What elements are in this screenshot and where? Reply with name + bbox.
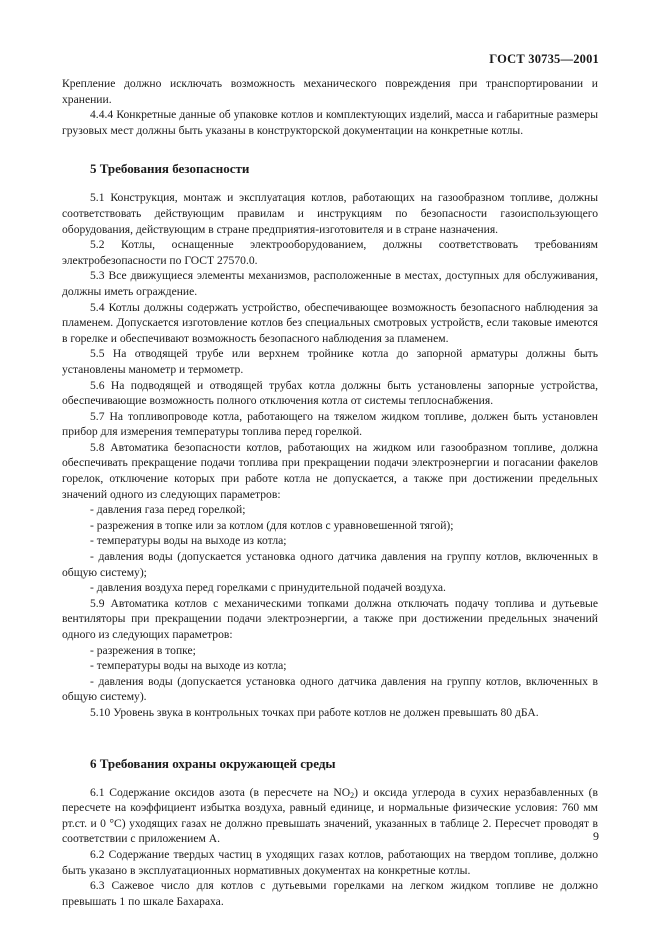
clause-5-3: 5.3 Все движущиеся элементы механизмов, расположенные в местах, доступных для обслуживания, должны иметь ограждение. [62, 269, 598, 298]
list-item: - давления воздуха перед горелками с принудительной подачей воздуха. [90, 581, 446, 595]
document-id-header: ГОСТ 30735—2001 [489, 52, 599, 66]
clause-5-7: 5.7 На топливопроводе котла, работающего на тяжелом жидком топливе, должен быть установлен прибор для измерения температуры топлива перед горелкой. [62, 409, 598, 439]
list-item: - разрежения в топке или за котлом (для котлов с уравновешенной тягой); [90, 518, 454, 532]
clause-5-8: 5.8 Автоматика безопасности котлов, работающих на жидком или газообразном топливе, должна обеспечивать прекращение подачи топлива при прекращении подачи электроэнергии и погасании факелов горелок, отключение которых при работе котла не допускается, а также при достижении предельных значений одного из следующих параметров: [62, 440, 598, 501]
list-item: - температуры воды на выходе из котла; [90, 534, 287, 548]
list-item: - давления воды (допускается установка одного датчика давления на группу котлов, включенных в общую систему); [62, 550, 598, 579]
section-6-title: 6 Требования охраны окружающей среды [90, 755, 336, 771]
clause-6-1-subscript: 2 [350, 790, 355, 800]
list-item: - разрежения в топке; [90, 643, 196, 657]
clause-6-1-text-b: ) и оксида углерода в сухих неразбавленных (в пересчете на коэффициент избытка воздуха, равный единице, и нормальные физические условия: 760 мм рт.ст. и 0 °С) уходящих газах не должно превышать значений, указанных в таблице 2. Пересчет проводят в соответствии с приложением А. [62, 785, 598, 846]
clause-6-2: 6.2 Содержание твердых частиц в уходящих газах котлов, работающих на твердом топливе, должно быть указано в эксплуатационных нормативных документах на конкретные котлы. [62, 847, 598, 877]
clause-6-1-text-a: 6.1 Содержание оксидов азота (в пересчете на NO [90, 785, 351, 799]
list-item: - давления газа перед горелкой; [90, 503, 246, 517]
intro-paragraph-1: Крепление должно исключать возможность механического повреждения при транспортировании и хранении. [62, 77, 598, 106]
list-item: - давления воды (допускается установка одного датчика давления на группу котлов, включенных в общую систему). [62, 674, 598, 704]
clause-5-9: 5.9 Автоматика котлов с механическими топками должна отключать подачу топлива и дутьевые вентиляторы при прекращении подачи электроэнергии, а также при достижении предельных значений одного из следующих параметров: [62, 596, 598, 641]
section-5-title: 5 Требования безопасности [90, 161, 250, 177]
clause-4-4-4: 4.4.4 Конкретные данные об упаковке котлов и комплектующих изделий, масса и габаритные размеры грузовых мест должны быть указаны в конструкторской документации на конкретные котлы. [62, 108, 598, 137]
clause-5-6: 5.6 На подводящей и отводящей трубах котла должны быть установлены запорные устройства, обеспечивающие возможность полного отключения котла от системы теплоснабжения. [62, 378, 598, 408]
page-content [62, 76, 598, 909]
list-item: - температуры воды на выходе из котла; [90, 659, 287, 673]
page-number: 9 [593, 829, 599, 843]
clause-5-5: 5.5 На отводящей трубе или верхнем тройнике котла до запорной арматуры должны быть установлены манометр и термометр. [62, 347, 598, 376]
clause-5-10: 5.10 Уровень звука в контрольных точках при работе котлов не должен превышать 80 дБА. [90, 705, 539, 719]
clause-5-2: 5.2 Котлы, оснащенные электрооборудованием, должны соответствовать требованиям электробезопасности по ГОСТ 27570.0. [62, 238, 598, 267]
clause-6-1 [62, 785, 598, 847]
clause-5-4: 5.4 Котлы должны содержать устройство, обеспечивающее возможность безопасного наблюдения за пламенем. Допускается изготовление котлов без специальных смотровых устройств, если таковые имеются в горелке и обеспечивают возможность безопасного наблюдения за пламенем. [62, 300, 598, 345]
clause-5-1: 5.1 Конструкция, монтаж и эксплуатация котлов, работающих на газообразном топливе, должны соответствовать действующим правилам и инструкциям по безопасности газоиспользующего оборудования, действующим в стране предприятия-изготовителя и в стране назначения. [62, 191, 598, 236]
clause-6-3: 6.3 Сажевое число для котлов с дутьевыми горелками на легком жидком топливе не должно превышать 1 по шкале Бахараха. [62, 879, 598, 908]
